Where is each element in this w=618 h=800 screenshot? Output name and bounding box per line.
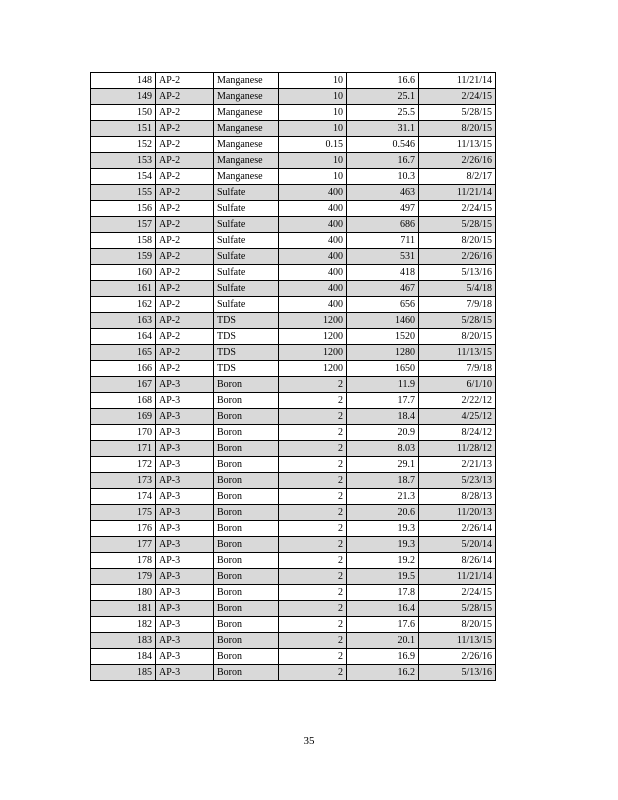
- parameter-cell: Boron: [214, 425, 279, 441]
- well-id-cell: AP-2: [156, 249, 214, 265]
- value-cell: 17.7: [347, 393, 419, 409]
- parameter-cell: TDS: [214, 345, 279, 361]
- row-number-cell: 185: [91, 665, 156, 681]
- parameter-cell: Manganese: [214, 137, 279, 153]
- well-id-cell: AP-2: [156, 345, 214, 361]
- parameter-cell: Boron: [214, 441, 279, 457]
- sample-date-cell: 8/20/15: [419, 329, 496, 345]
- well-id-cell: AP-3: [156, 617, 214, 633]
- limit-cell: 2: [279, 425, 347, 441]
- sample-date-cell: 11/13/15: [419, 345, 496, 361]
- sample-date-cell: 8/26/14: [419, 553, 496, 569]
- sample-date-cell: 7/9/18: [419, 361, 496, 377]
- table-row: [91, 393, 496, 409]
- parameter-cell: Boron: [214, 585, 279, 601]
- parameter-cell: Boron: [214, 521, 279, 537]
- limit-cell: 400: [279, 249, 347, 265]
- well-id-cell: AP-3: [156, 441, 214, 457]
- value-cell: 18.4: [347, 409, 419, 425]
- row-number-cell: 159: [91, 249, 156, 265]
- sample-date-cell: 5/28/15: [419, 105, 496, 121]
- table-row: [91, 361, 496, 377]
- well-id-cell: AP-3: [156, 377, 214, 393]
- parameter-cell: Sulfate: [214, 201, 279, 217]
- value-cell: 29.1: [347, 457, 419, 473]
- table-body: [91, 73, 496, 681]
- table-row: [91, 553, 496, 569]
- well-id-cell: AP-3: [156, 505, 214, 521]
- sample-date-cell: 11/21/14: [419, 185, 496, 201]
- table-row: [91, 489, 496, 505]
- row-number-cell: 155: [91, 185, 156, 201]
- sample-date-cell: 7/9/18: [419, 297, 496, 313]
- value-cell: 497: [347, 201, 419, 217]
- table-row: [91, 377, 496, 393]
- table-row: [91, 265, 496, 281]
- row-number-cell: 166: [91, 361, 156, 377]
- value-cell: 8.03: [347, 441, 419, 457]
- limit-cell: 2: [279, 489, 347, 505]
- table-row: [91, 441, 496, 457]
- well-id-cell: AP-2: [156, 361, 214, 377]
- table-row: [91, 121, 496, 137]
- parameter-cell: Boron: [214, 537, 279, 553]
- parameter-cell: Sulfate: [214, 297, 279, 313]
- well-id-cell: AP-2: [156, 89, 214, 105]
- table-row: [91, 185, 496, 201]
- well-id-cell: AP-3: [156, 537, 214, 553]
- limit-cell: 400: [279, 217, 347, 233]
- well-id-cell: AP-2: [156, 121, 214, 137]
- table-row: [91, 505, 496, 521]
- sample-date-cell: 2/26/16: [419, 153, 496, 169]
- row-number-cell: 175: [91, 505, 156, 521]
- value-cell: 17.6: [347, 617, 419, 633]
- value-cell: 19.3: [347, 537, 419, 553]
- parameter-cell: Boron: [214, 457, 279, 473]
- limit-cell: 2: [279, 409, 347, 425]
- sample-date-cell: 11/21/14: [419, 73, 496, 89]
- sample-date-cell: 5/13/16: [419, 265, 496, 281]
- sample-date-cell: 5/20/14: [419, 537, 496, 553]
- parameter-cell: Boron: [214, 553, 279, 569]
- well-id-cell: AP-3: [156, 649, 214, 665]
- limit-cell: 400: [279, 297, 347, 313]
- limit-cell: 2: [279, 537, 347, 553]
- well-id-cell: AP-3: [156, 585, 214, 601]
- table-row: [91, 617, 496, 633]
- value-cell: 418: [347, 265, 419, 281]
- sample-date-cell: 5/28/15: [419, 217, 496, 233]
- limit-cell: 2: [279, 633, 347, 649]
- table-row: [91, 649, 496, 665]
- value-cell: 16.7: [347, 153, 419, 169]
- well-id-cell: AP-2: [156, 217, 214, 233]
- parameter-cell: Boron: [214, 569, 279, 585]
- page-number: 35: [303, 735, 315, 747]
- limit-cell: 1200: [279, 329, 347, 345]
- table-row: [91, 137, 496, 153]
- limit-cell: 10: [279, 105, 347, 121]
- row-number-cell: 161: [91, 281, 156, 297]
- row-number-cell: 163: [91, 313, 156, 329]
- row-number-cell: 165: [91, 345, 156, 361]
- value-cell: 467: [347, 281, 419, 297]
- row-number-cell: 172: [91, 457, 156, 473]
- limit-cell: 2: [279, 649, 347, 665]
- table-row: [91, 217, 496, 233]
- value-cell: 19.2: [347, 553, 419, 569]
- table-row: [91, 329, 496, 345]
- well-id-cell: AP-2: [156, 297, 214, 313]
- value-cell: 531: [347, 249, 419, 265]
- parameter-cell: Boron: [214, 601, 279, 617]
- limit-cell: 2: [279, 601, 347, 617]
- table-row: [91, 153, 496, 169]
- value-cell: 20.6: [347, 505, 419, 521]
- value-cell: 31.1: [347, 121, 419, 137]
- well-id-cell: AP-2: [156, 233, 214, 249]
- well-id-cell: AP-2: [156, 329, 214, 345]
- limit-cell: 1200: [279, 361, 347, 377]
- sample-date-cell: 5/28/15: [419, 313, 496, 329]
- row-number-cell: 179: [91, 569, 156, 585]
- parameter-cell: Boron: [214, 409, 279, 425]
- table-row: [91, 457, 496, 473]
- sample-date-cell: 11/21/14: [419, 569, 496, 585]
- table-row: [91, 521, 496, 537]
- value-cell: 18.7: [347, 473, 419, 489]
- well-id-cell: AP-3: [156, 569, 214, 585]
- well-id-cell: AP-2: [156, 265, 214, 281]
- sample-date-cell: 8/20/15: [419, 121, 496, 137]
- value-cell: 20.9: [347, 425, 419, 441]
- row-number-cell: 158: [91, 233, 156, 249]
- row-number-cell: 164: [91, 329, 156, 345]
- parameter-cell: Manganese: [214, 73, 279, 89]
- value-cell: 16.2: [347, 665, 419, 681]
- value-cell: 711: [347, 233, 419, 249]
- table-row: [91, 281, 496, 297]
- well-id-cell: AP-2: [156, 169, 214, 185]
- limit-cell: 10: [279, 153, 347, 169]
- well-id-cell: AP-3: [156, 665, 214, 681]
- table-row: [91, 105, 496, 121]
- table-row: [91, 425, 496, 441]
- row-number-cell: 162: [91, 297, 156, 313]
- limit-cell: 400: [279, 201, 347, 217]
- limit-cell: 10: [279, 121, 347, 137]
- table-row: [91, 249, 496, 265]
- value-cell: 1520: [347, 329, 419, 345]
- limit-cell: 10: [279, 73, 347, 89]
- row-number-cell: 174: [91, 489, 156, 505]
- parameter-cell: Sulfate: [214, 233, 279, 249]
- well-id-cell: AP-3: [156, 601, 214, 617]
- parameter-cell: Sulfate: [214, 185, 279, 201]
- parameter-cell: Boron: [214, 473, 279, 489]
- parameter-cell: TDS: [214, 329, 279, 345]
- sample-date-cell: 2/26/14: [419, 521, 496, 537]
- sample-date-cell: 5/28/15: [419, 601, 496, 617]
- table-row: [91, 169, 496, 185]
- sample-date-cell: 2/22/12: [419, 393, 496, 409]
- row-number-cell: 169: [91, 409, 156, 425]
- value-cell: 21.3: [347, 489, 419, 505]
- parameter-cell: Manganese: [214, 121, 279, 137]
- sample-date-cell: 11/28/12: [419, 441, 496, 457]
- well-id-cell: AP-3: [156, 425, 214, 441]
- limit-cell: 2: [279, 505, 347, 521]
- row-number-cell: 154: [91, 169, 156, 185]
- parameter-cell: Manganese: [214, 89, 279, 105]
- well-id-cell: AP-2: [156, 313, 214, 329]
- well-id-cell: AP-3: [156, 409, 214, 425]
- sample-date-cell: 8/2/17: [419, 169, 496, 185]
- sample-date-cell: 5/13/16: [419, 665, 496, 681]
- row-number-cell: 156: [91, 201, 156, 217]
- sample-date-cell: 8/24/12: [419, 425, 496, 441]
- sample-date-cell: 2/24/15: [419, 585, 496, 601]
- value-cell: 19.3: [347, 521, 419, 537]
- limit-cell: 2: [279, 377, 347, 393]
- value-cell: 656: [347, 297, 419, 313]
- value-cell: 16.6: [347, 73, 419, 89]
- limit-cell: 2: [279, 553, 347, 569]
- row-number-cell: 151: [91, 121, 156, 137]
- table-row: [91, 537, 496, 553]
- well-id-cell: AP-2: [156, 281, 214, 297]
- limit-cell: 2: [279, 441, 347, 457]
- table-row: [91, 297, 496, 313]
- sample-date-cell: 2/26/16: [419, 649, 496, 665]
- parameter-cell: Boron: [214, 377, 279, 393]
- sample-date-cell: 8/28/13: [419, 489, 496, 505]
- sample-date-cell: 6/1/10: [419, 377, 496, 393]
- parameter-cell: Sulfate: [214, 217, 279, 233]
- limit-cell: 400: [279, 265, 347, 281]
- limit-cell: 0.15: [279, 137, 347, 153]
- value-cell: 11.9: [347, 377, 419, 393]
- well-id-cell: AP-3: [156, 457, 214, 473]
- limit-cell: 1200: [279, 313, 347, 329]
- sample-date-cell: 11/13/15: [419, 633, 496, 649]
- sample-date-cell: 8/20/15: [419, 233, 496, 249]
- table-row: [91, 569, 496, 585]
- row-number-cell: 170: [91, 425, 156, 441]
- limit-cell: 2: [279, 665, 347, 681]
- sample-date-cell: 4/25/12: [419, 409, 496, 425]
- well-id-cell: AP-3: [156, 553, 214, 569]
- parameter-cell: Sulfate: [214, 265, 279, 281]
- parameter-cell: Boron: [214, 633, 279, 649]
- well-id-cell: AP-3: [156, 473, 214, 489]
- row-number-cell: 160: [91, 265, 156, 281]
- row-number-cell: 167: [91, 377, 156, 393]
- well-id-cell: AP-2: [156, 153, 214, 169]
- value-cell: 463: [347, 185, 419, 201]
- parameter-cell: Boron: [214, 665, 279, 681]
- limit-cell: 2: [279, 393, 347, 409]
- table-row: [91, 601, 496, 617]
- limit-cell: 400: [279, 185, 347, 201]
- row-number-cell: 149: [91, 89, 156, 105]
- parameter-cell: Boron: [214, 393, 279, 409]
- sample-date-cell: 11/13/15: [419, 137, 496, 153]
- parameter-cell: Sulfate: [214, 281, 279, 297]
- table-row: [91, 313, 496, 329]
- row-number-cell: 153: [91, 153, 156, 169]
- limit-cell: 2: [279, 617, 347, 633]
- row-number-cell: 176: [91, 521, 156, 537]
- sample-date-cell: 8/20/15: [419, 617, 496, 633]
- sample-date-cell: 11/20/13: [419, 505, 496, 521]
- value-cell: 10.3: [347, 169, 419, 185]
- well-id-cell: AP-2: [156, 73, 214, 89]
- well-id-cell: AP-2: [156, 137, 214, 153]
- parameter-cell: TDS: [214, 361, 279, 377]
- row-number-cell: 183: [91, 633, 156, 649]
- value-cell: 16.9: [347, 649, 419, 665]
- parameter-cell: TDS: [214, 313, 279, 329]
- sample-date-cell: 2/21/13: [419, 457, 496, 473]
- well-id-cell: AP-3: [156, 393, 214, 409]
- table-row: [91, 665, 496, 681]
- limit-cell: 400: [279, 233, 347, 249]
- limit-cell: 10: [279, 89, 347, 105]
- parameter-cell: Manganese: [214, 153, 279, 169]
- limit-cell: 10: [279, 169, 347, 185]
- value-cell: 1650: [347, 361, 419, 377]
- row-number-cell: 150: [91, 105, 156, 121]
- table-row: [91, 345, 496, 361]
- limit-cell: 400: [279, 281, 347, 297]
- value-cell: 16.4: [347, 601, 419, 617]
- row-number-cell: 168: [91, 393, 156, 409]
- limit-cell: 2: [279, 569, 347, 585]
- well-id-cell: AP-3: [156, 633, 214, 649]
- parameter-cell: Boron: [214, 617, 279, 633]
- row-number-cell: 152: [91, 137, 156, 153]
- sample-date-cell: 2/26/16: [419, 249, 496, 265]
- parameter-cell: Boron: [214, 505, 279, 521]
- row-number-cell: 148: [91, 73, 156, 89]
- sample-date-cell: 5/23/13: [419, 473, 496, 489]
- row-number-cell: 178: [91, 553, 156, 569]
- limit-cell: 1200: [279, 345, 347, 361]
- limit-cell: 2: [279, 457, 347, 473]
- row-number-cell: 173: [91, 473, 156, 489]
- limit-cell: 2: [279, 585, 347, 601]
- row-number-cell: 184: [91, 649, 156, 665]
- row-number-cell: 157: [91, 217, 156, 233]
- table-row: [91, 633, 496, 649]
- table-row: [91, 89, 496, 105]
- limit-cell: 2: [279, 521, 347, 537]
- data-table: [90, 72, 496, 681]
- table-row: [91, 585, 496, 601]
- well-id-cell: AP-2: [156, 185, 214, 201]
- well-id-cell: AP-2: [156, 201, 214, 217]
- table-row: [91, 409, 496, 425]
- value-cell: 19.5: [347, 569, 419, 585]
- value-cell: 25.1: [347, 89, 419, 105]
- value-cell: 686: [347, 217, 419, 233]
- well-id-cell: AP-2: [156, 105, 214, 121]
- parameter-cell: Boron: [214, 649, 279, 665]
- parameter-cell: Sulfate: [214, 249, 279, 265]
- value-cell: 1460: [347, 313, 419, 329]
- table-row: [91, 473, 496, 489]
- table-row: [91, 201, 496, 217]
- parameter-cell: Manganese: [214, 105, 279, 121]
- parameter-cell: Boron: [214, 489, 279, 505]
- value-cell: 1280: [347, 345, 419, 361]
- value-cell: 17.8: [347, 585, 419, 601]
- value-cell: 0.546: [347, 137, 419, 153]
- row-number-cell: 171: [91, 441, 156, 457]
- row-number-cell: 181: [91, 601, 156, 617]
- well-id-cell: AP-3: [156, 521, 214, 537]
- row-number-cell: 177: [91, 537, 156, 553]
- well-id-cell: AP-3: [156, 489, 214, 505]
- table-row: [91, 233, 496, 249]
- table-row: [91, 73, 496, 89]
- limit-cell: 2: [279, 473, 347, 489]
- sample-date-cell: 2/24/15: [419, 201, 496, 217]
- parameter-cell: Manganese: [214, 169, 279, 185]
- row-number-cell: 182: [91, 617, 156, 633]
- value-cell: 25.5: [347, 105, 419, 121]
- row-number-cell: 180: [91, 585, 156, 601]
- value-cell: 20.1: [347, 633, 419, 649]
- sample-date-cell: 2/24/15: [419, 89, 496, 105]
- sample-date-cell: 5/4/18: [419, 281, 496, 297]
